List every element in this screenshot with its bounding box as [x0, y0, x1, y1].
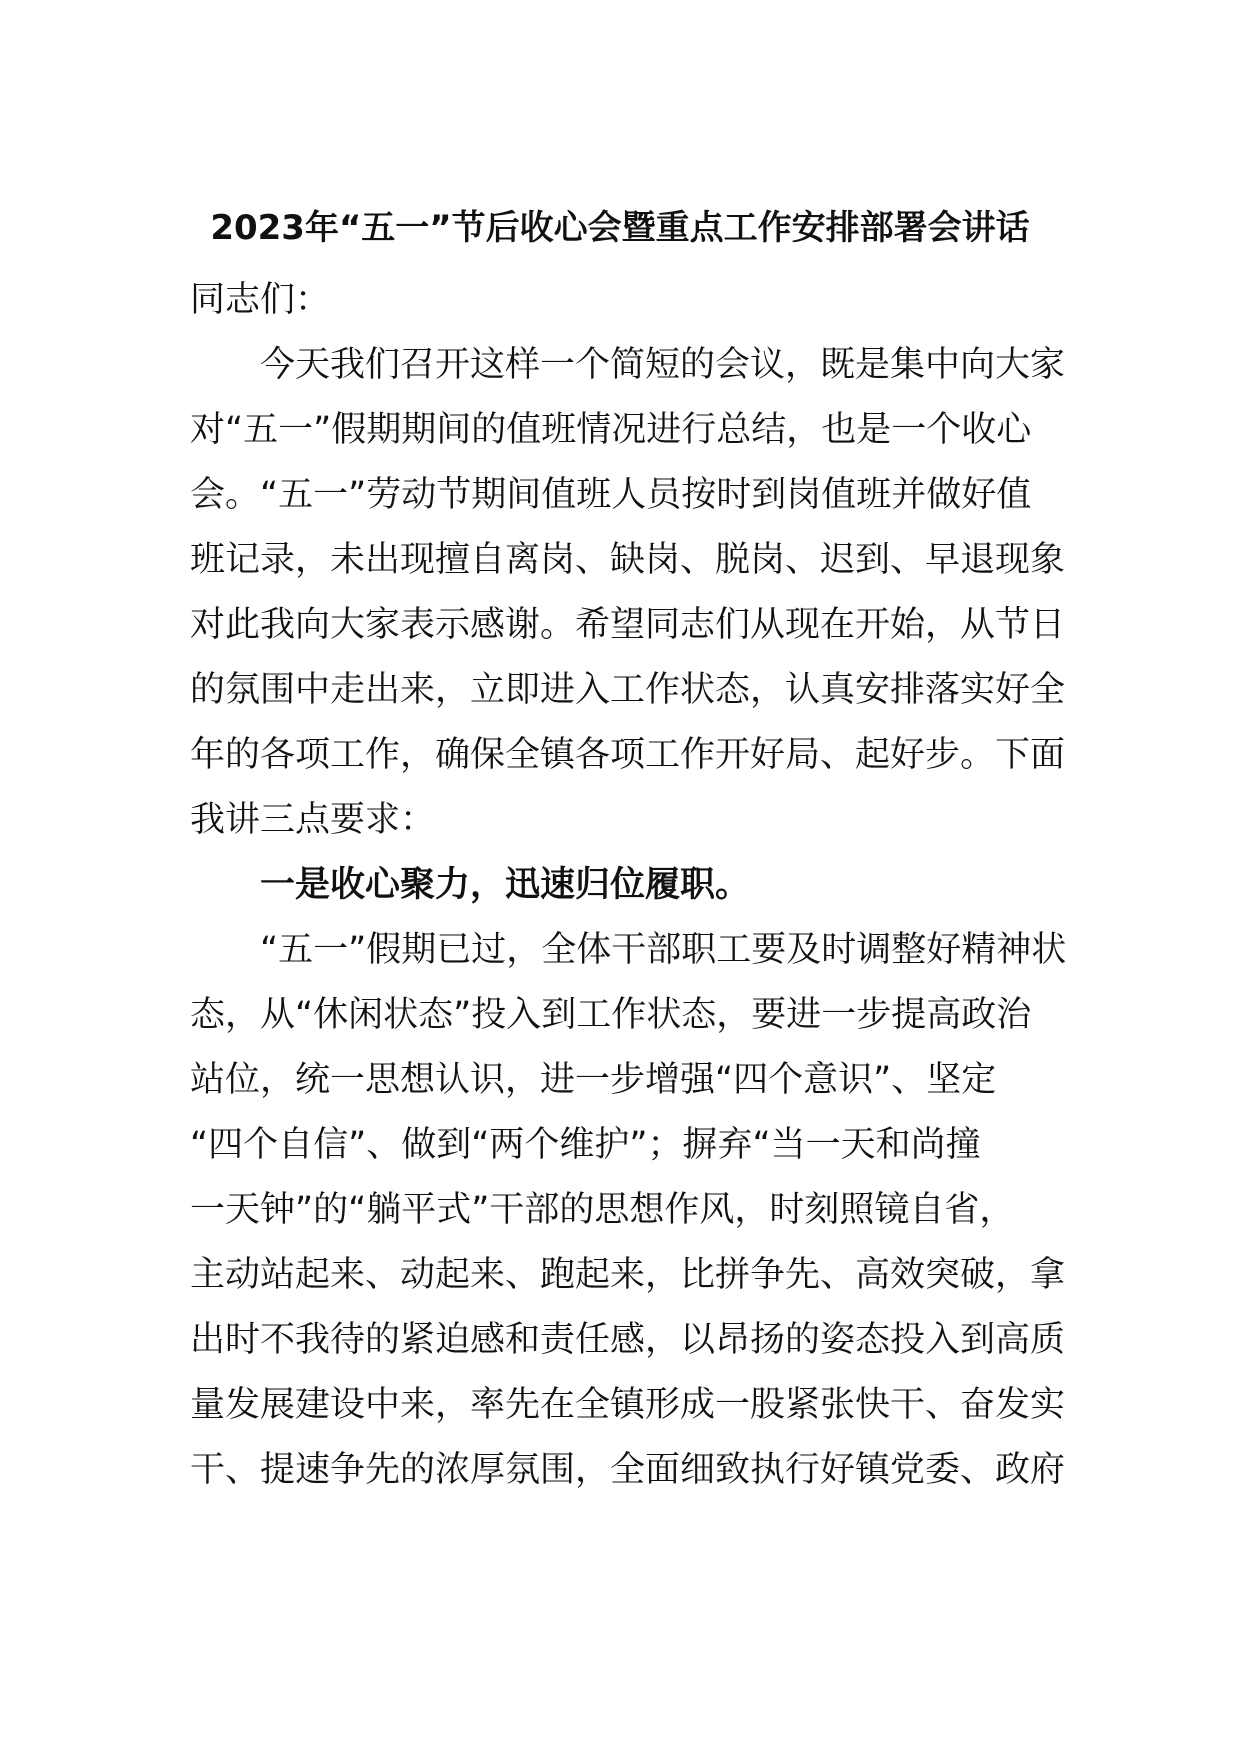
text-line: 主动站起来、动起来、跑起来，比拼争先、高效突破，拿 [190, 1255, 1066, 1295]
text-line: 站位，统一思想认识，进一步增强“四个意识”、坚定 [190, 1060, 997, 1100]
text-line: 对“五一”假期期间的值班情况进行总结，也是一个收心 [190, 410, 1032, 450]
document-body [190, 268, 1070, 1503]
salutation: 同志们： [190, 280, 331, 320]
text-line: 的氛围中走出来，立即进入工作状态，认真安排落实好全 [190, 670, 1066, 710]
text-line: 量发展建设中来，率先在全镇形成一股紧张快干、奋发实 [190, 1385, 1066, 1425]
text-line: 我讲三点要求： [190, 800, 436, 840]
text-line: “四个自信”、做到“两个维护”；摒弃“当一天和尚撞 [190, 1125, 981, 1165]
text-line: 对此我向大家表示感谢。希望同志们从现在开始，从节日 [190, 605, 1066, 645]
text-line: 今天我们召开这样一个简短的会议，既是集中向大家 [260, 345, 1066, 385]
text-line: 出时不我待的紧迫感和责任感，以昂扬的姿态投入到高质 [190, 1320, 1066, 1360]
text-line: 一天钟”的“躺平式”干部的思想作风，时刻照镜自省， [190, 1190, 1015, 1230]
text-line: “五一”假期已过，全体干部职工要及时调整好精神状 [260, 930, 1067, 970]
text-line: 干、提速争先的浓厚氛围，全面细致执行好镇党委、政府 [190, 1450, 1066, 1490]
text-line: 班记录，未出现擅自离岗、缺岗、脱岗、迟到、早退现象 [190, 540, 1066, 580]
document-title: 2023年“五一”节后收心会暨重点工作安排部署会讲话 [210, 208, 1030, 248]
text-line: 年的各项工作，确保全镇各项工作开好局、起好步。下面 [190, 735, 1066, 775]
section-heading: 一是收心聚力，迅速归位履职。 [260, 865, 751, 905]
text-line: 会。“五一”劳动节期间值班人员按时到岗值班并做好值 [190, 475, 1032, 515]
text-line: 态，从“休闲状态”投入到工作状态，要进一步提高政治 [190, 995, 1032, 1035]
